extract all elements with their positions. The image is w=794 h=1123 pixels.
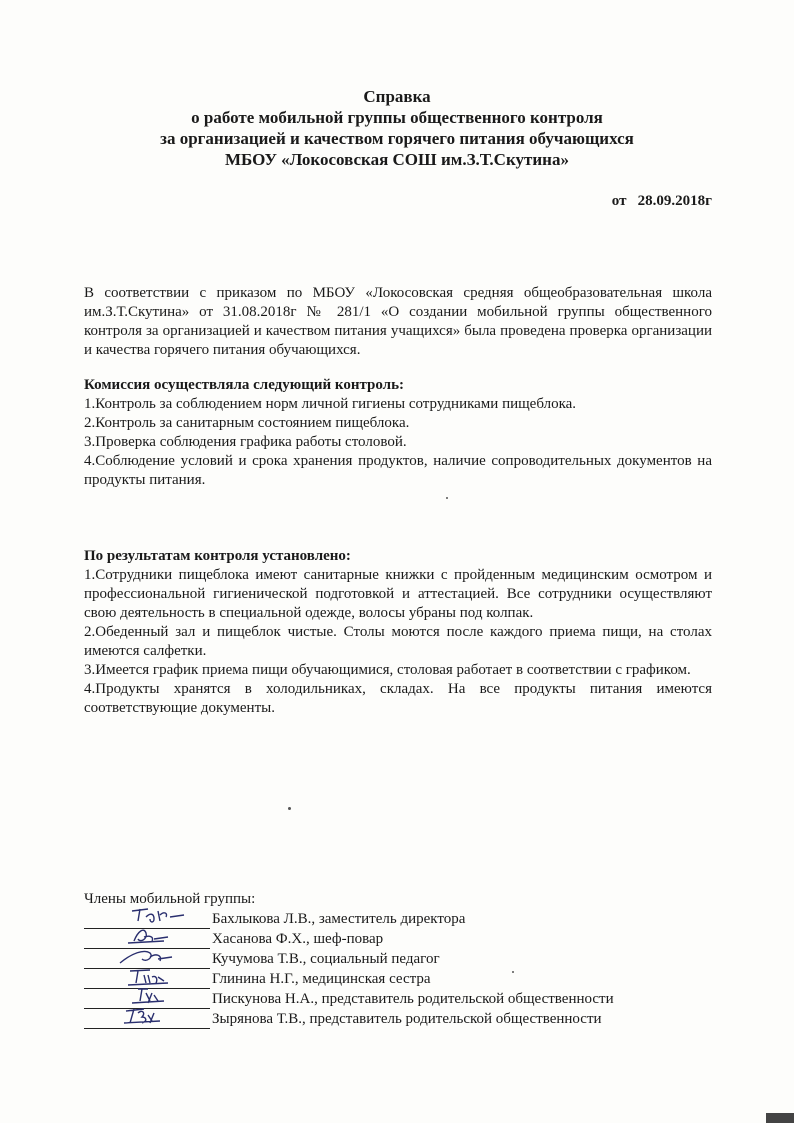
title-line-2: о работе мобильной группы общественного контроля (191, 108, 603, 127)
commission-item: 4.Соблюдение условий и срока хранения продуктов, наличие сопроводительных документов на продукты питания. (84, 453, 712, 488)
title-line-3: за организацией и качеством горячего питания обучающихся (160, 129, 634, 148)
member-name: Хасанова Ф.Х., шеф-повар (212, 931, 384, 947)
members-section (84, 889, 724, 1029)
results-item: 1.Сотрудники пищеблока имеют санитарные книжки с пройденным медицинским осмотром и профессиональной гигиенической подготовкой и аттестацией. Все сотрудники осуществляют свою деятельность в специальной одежде, волосы убраны под колпак. (84, 567, 712, 621)
scan-speck (512, 971, 514, 973)
member-name: Зырянова Т.В., представитель родительской общественности (212, 1011, 602, 1027)
results-item: 3.Имеется график приема пищи обучающимися, столовая работает в соответствии с графиком. (84, 662, 691, 678)
member-name: Глинина Н.Г., медицинская сестра (212, 971, 431, 987)
signature-line (84, 1013, 210, 1029)
results-item: 4.Продукты хранятся в холодильниках, складах. На все продукты питания имеются соответствующие документы. (84, 681, 712, 716)
member-name: Пискунова Н.А., представитель родительской общественности (212, 991, 614, 1007)
document-title (0, 86, 794, 170)
results-section (84, 547, 712, 718)
member-row (84, 1009, 724, 1029)
results-heading: По результатам контроля установлено: (84, 548, 351, 564)
member-name: Бахлыкова Л.В., заместитель директора (212, 911, 466, 927)
document-date: от 28.09.2018г (611, 193, 712, 209)
commission-item: 1.Контроль за соблюдением норм личной гигиены сотрудниками пищеблока. (84, 396, 577, 412)
scan-speck (446, 497, 448, 499)
commission-item: 3.Проверка соблюдения графика работы столовой. (84, 434, 407, 450)
title-line-4: МБОУ «Локосовская СОШ им.З.Т.Скутина» (225, 150, 569, 169)
intro-paragraph: В соответствии с приказом по МБОУ «Локосовская средняя общеобразовательная школа им.З.Т.Скутина» от 31.08.2018г № 281/1 «О создании мобильной группы общественного контроля за организацией и качеством питания учащихся» была проведена проверка организации и качества горячего питания обучающихся. (84, 285, 712, 358)
title-line-1: Справка (363, 87, 431, 106)
signature-icon (124, 1003, 204, 1029)
members-heading: Члены мобильной группы: (84, 891, 256, 907)
scan-speck (288, 807, 291, 810)
commission-section (84, 376, 712, 490)
member-name: Кучумова Т.В., социальный педагог (212, 951, 440, 967)
results-item: 2.Обеденный зал и пищеблок чистые. Столы моются после каждого приема пищи, на столах имеются салфетки. (84, 624, 712, 659)
commission-item: 2.Контроль за санитарным состоянием пищеблока. (84, 415, 410, 431)
commission-heading: Комиссия осуществляла следующий контроль: (84, 377, 405, 393)
scan-edge-mark (766, 1113, 794, 1123)
